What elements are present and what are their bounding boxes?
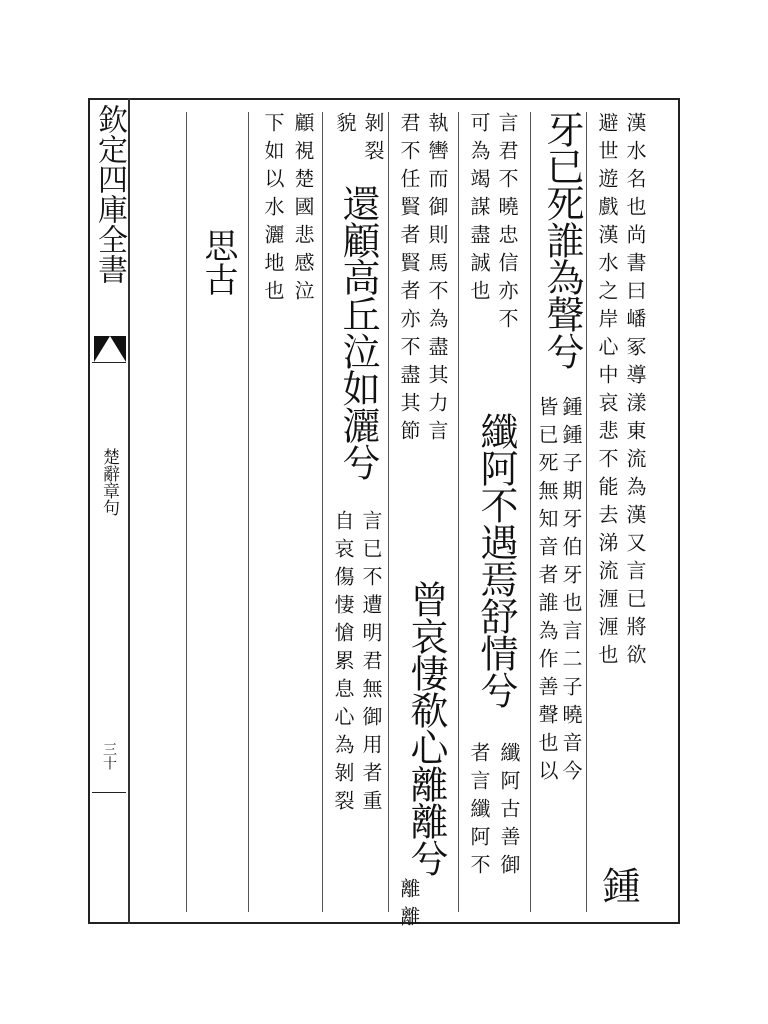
note-line: 君不任賢者賢者亦不盡其節	[397, 112, 421, 448]
note-line: 避世遊戲漢水之岸心中哀悲不能去涕流湹湹也	[595, 112, 619, 672]
note-line: 自哀傷悽愴累息心為剝裂	[331, 510, 355, 818]
note-line: 貌	[333, 112, 357, 140]
note-line: 言君不曉忠信亦不	[495, 112, 519, 336]
main-text-line: 牙已死誰為聲兮	[540, 110, 584, 369]
main-text-line: 纖阿不遇焉舒情兮	[474, 412, 518, 708]
page-number-rule	[92, 792, 126, 793]
page-number: 三十	[101, 742, 117, 770]
note-line: 纖阿古善御	[497, 742, 521, 882]
frame-left-border	[88, 98, 90, 924]
main-text-line: 還顧高丘泣如灑兮	[336, 184, 380, 480]
note-line: 皆已死無知音者誰為作善聲也以	[535, 396, 559, 788]
fishtail-mark	[94, 336, 126, 362]
note-line: 言已不遭明君無御用者重	[359, 510, 383, 818]
note-line: 鍾鍾子期牙伯牙也言二子曉音今	[559, 396, 583, 788]
collection-title: 欽定四庫全書	[92, 104, 127, 284]
note-line: 顧視楚國悲感泣	[291, 112, 315, 308]
note-line: 者言纖阿不	[467, 742, 491, 882]
note-line: 下如以水灑地也	[261, 112, 285, 308]
note-line: 執轡而御則馬不為盡其力言	[425, 112, 449, 448]
note-line: 剝裂	[361, 112, 385, 168]
main-text-line: 曾哀悽欷心離離兮	[404, 580, 448, 876]
main-text-line: 鍾	[596, 866, 640, 903]
fishtail-rule	[92, 362, 126, 363]
frame-right-border	[678, 98, 680, 924]
column-rule	[586, 112, 587, 912]
note-line: 離離	[397, 878, 421, 934]
note-line: 漢水名也尚書曰嶓冢導漾東流為漢又言已將欲	[623, 112, 647, 672]
note-line: 可為竭謀盡誠也	[467, 112, 491, 308]
column-rule	[388, 112, 389, 912]
column-rule	[186, 112, 187, 912]
book-title: 楚辭章句	[99, 448, 119, 516]
column-rule	[322, 112, 323, 912]
frame-top-border	[88, 98, 680, 100]
column-rule	[248, 112, 249, 912]
section-title: 思古	[198, 228, 238, 296]
column-rule	[458, 112, 459, 912]
frame-bottom-border	[88, 922, 680, 924]
column-rule	[530, 112, 531, 912]
margin-column-rule	[128, 98, 130, 924]
